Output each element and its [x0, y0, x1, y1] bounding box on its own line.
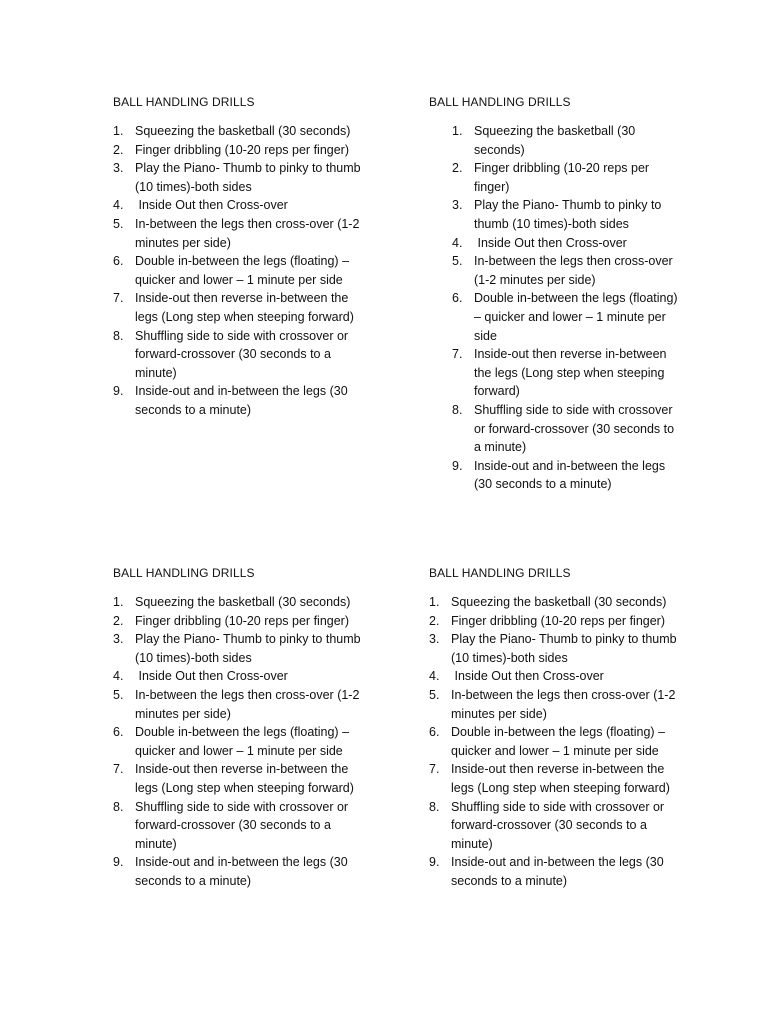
drill-number: 7.: [113, 762, 124, 777]
drill-text: Double in-between the legs (floating) – quicker and lower – 1 minute per side: [135, 725, 350, 758]
drill-text: Inside Out then Cross-over: [135, 198, 288, 213]
drill-card-bottom-right: [429, 565, 677, 891]
drill-text: Finger dribbling (10-20 reps per finger): [135, 142, 349, 157]
drill-item: [452, 289, 682, 345]
drill-number: 3.: [452, 198, 463, 213]
drill-item: [113, 612, 361, 631]
drill-item: [113, 723, 361, 760]
drill-item: [113, 760, 361, 797]
drill-number: 1.: [452, 124, 463, 138]
drill-number: 7.: [452, 347, 463, 362]
drill-number: 3.: [113, 632, 124, 647]
drill-number: 9.: [429, 855, 440, 870]
drill-item: [429, 853, 677, 890]
drill-number: 1.: [429, 595, 440, 609]
drill-item: [113, 667, 361, 686]
drill-item: [113, 327, 361, 383]
drill-text: Inside-out and in-between the legs (30 seconds to a minute): [474, 458, 666, 492]
drill-text: Double in-between the legs (floating) – quicker and lower – 1 minute per side: [474, 291, 678, 343]
drill-list: [113, 122, 361, 420]
drill-number: 7.: [113, 291, 124, 306]
drill-text: In-between the legs then cross-over (1-2 minutes per side): [474, 254, 673, 287]
drill-text: Play the Piano- Thumb to pinky to thumb (10 times)-both sides: [135, 632, 361, 665]
drill-item: [452, 401, 682, 457]
drill-text: Inside-out then reverse in-between the legs (Long step when steeping forward): [135, 762, 354, 795]
drill-text: Shuffling side to side with crossover or forward-crossover (30 seconds to a minute): [135, 328, 349, 380]
drill-number: 6.: [429, 725, 440, 740]
drill-text: Inside Out then Cross-over: [474, 235, 627, 250]
drill-item: [429, 723, 677, 760]
drill-number: 6.: [113, 725, 124, 740]
drill-text: Inside-out and in-between the legs (30 seconds to a minute): [451, 855, 664, 888]
drill-number: 8.: [113, 799, 124, 814]
drill-number: 4.: [113, 669, 124, 684]
drill-number: 7.: [429, 762, 440, 777]
drill-item: [113, 853, 361, 890]
drill-number: 2.: [452, 161, 463, 176]
drill-text: Finger dribbling (10-20 reps per finger): [474, 161, 650, 194]
drill-item: [113, 289, 361, 326]
drill-number: 4.: [452, 235, 463, 250]
drill-text: Finger dribbling (10-20 reps per finger): [451, 613, 665, 628]
drill-item: [452, 252, 682, 289]
drill-text: Inside Out then Cross-over: [451, 669, 604, 684]
drill-item: [452, 122, 682, 159]
drill-number: 6.: [113, 254, 124, 269]
drill-item: [452, 457, 682, 494]
drill-number: 5.: [113, 687, 124, 702]
drill-item: [113, 798, 361, 854]
drill-text: Inside-out then reverse in-between the legs (Long step when steeping forward): [474, 347, 667, 399]
drill-number: 5.: [429, 687, 440, 702]
drill-text: Squeezing the basketball (30 seconds): [135, 124, 351, 138]
drill-card-heading: BALL HANDLING DRILLS: [113, 95, 255, 109]
drill-number: 8.: [429, 799, 440, 814]
drill-item: [429, 630, 677, 667]
drill-item: [113, 122, 361, 141]
drill-list: [113, 593, 361, 891]
drill-number: 8.: [452, 402, 463, 417]
drill-item: [429, 760, 677, 797]
drill-item: [429, 798, 677, 854]
drill-number: 6.: [452, 291, 463, 306]
drill-number: 3.: [429, 632, 440, 647]
drill-number: 9.: [113, 855, 124, 870]
drill-card-heading: BALL HANDLING DRILLS: [429, 566, 571, 580]
drill-number: 2.: [113, 613, 124, 628]
drill-number: 5.: [113, 216, 124, 231]
drill-text: Play the Piano- Thumb to pinky to thumb (10 times)-both sides: [474, 198, 662, 231]
drill-list: [429, 593, 677, 891]
drill-card-top-left: [113, 94, 361, 420]
drill-item: [113, 141, 361, 160]
drill-text: Inside-out and in-between the legs (30 seconds to a minute): [135, 384, 348, 417]
drill-number: 9.: [113, 384, 124, 399]
drill-text: Inside-out and in-between the legs (30 seconds to a minute): [135, 855, 348, 888]
drill-text: In-between the legs then cross-over (1-2 minutes per side): [135, 687, 360, 721]
drill-item: [113, 196, 361, 215]
drill-text: Play the Piano- Thumb to pinky to thumb (10 times)-both sides: [135, 161, 361, 194]
drill-number: 8.: [113, 328, 124, 343]
drill-text: In-between the legs then cross-over (1-2 minutes per side): [451, 687, 676, 721]
drill-text: Shuffling side to side with crossover or forward-crossover (30 seconds to a minute): [474, 402, 675, 455]
drill-number: 9.: [452, 458, 463, 473]
drill-item: [429, 612, 677, 631]
drill-list: [452, 122, 682, 494]
drill-number: 4.: [429, 669, 440, 684]
drill-number: 4.: [113, 198, 124, 213]
drill-item: [113, 252, 361, 289]
drill-text: Finger dribbling (10-20 reps per finger): [135, 613, 349, 628]
drill-item: [429, 686, 677, 723]
drill-number: 2.: [429, 613, 440, 628]
drill-item: [429, 593, 677, 612]
drill-item: [113, 215, 361, 252]
drill-item: [113, 630, 361, 667]
drill-item: [113, 686, 361, 723]
drill-card-heading: BALL HANDLING DRILLS: [429, 95, 571, 109]
drill-text: Squeezing the basketball (30 seconds): [135, 595, 351, 609]
drill-text: Squeezing the basketball (30 seconds): [451, 595, 667, 609]
drill-text: Double in-between the legs (floating) – quicker and lower – 1 minute per side: [135, 254, 350, 287]
drill-item: [113, 159, 361, 196]
drill-text: Squeezing the basketball (30 seconds): [474, 124, 636, 157]
drill-number: 3.: [113, 161, 124, 176]
drill-number: 2.: [113, 142, 124, 157]
drill-item: [452, 345, 682, 401]
drill-item: [452, 159, 682, 196]
drill-item: [429, 667, 677, 686]
drill-text: Inside Out then Cross-over: [135, 669, 288, 684]
drill-card-bottom-left: [113, 565, 361, 891]
drill-text: Shuffling side to side with crossover or forward-crossover (30 seconds to a minute): [135, 799, 349, 851]
drill-text: Inside-out then reverse in-between the legs (Long step when steeping forward): [451, 762, 670, 795]
drill-item: [113, 593, 361, 612]
drill-number: 5.: [452, 254, 463, 269]
drill-item: [452, 196, 682, 233]
drill-card-top-right: [429, 94, 682, 494]
drill-text: Inside-out then reverse in-between the legs (Long step when steeping forward): [135, 291, 354, 324]
drill-item: [113, 382, 361, 419]
drill-text: Play the Piano- Thumb to pinky to thumb (10 times)-both sides: [451, 632, 677, 665]
drill-text: In-between the legs then cross-over (1-2 minutes per side): [135, 216, 360, 250]
drill-number: 1.: [113, 595, 124, 609]
drill-item: [452, 234, 682, 253]
drill-card-heading: BALL HANDLING DRILLS: [113, 566, 255, 580]
drill-text: Double in-between the legs (floating) – quicker and lower – 1 minute per side: [451, 725, 666, 758]
drill-text: Shuffling side to side with crossover or forward-crossover (30 seconds to a minute): [451, 799, 665, 851]
drill-number: 1.: [113, 124, 124, 138]
